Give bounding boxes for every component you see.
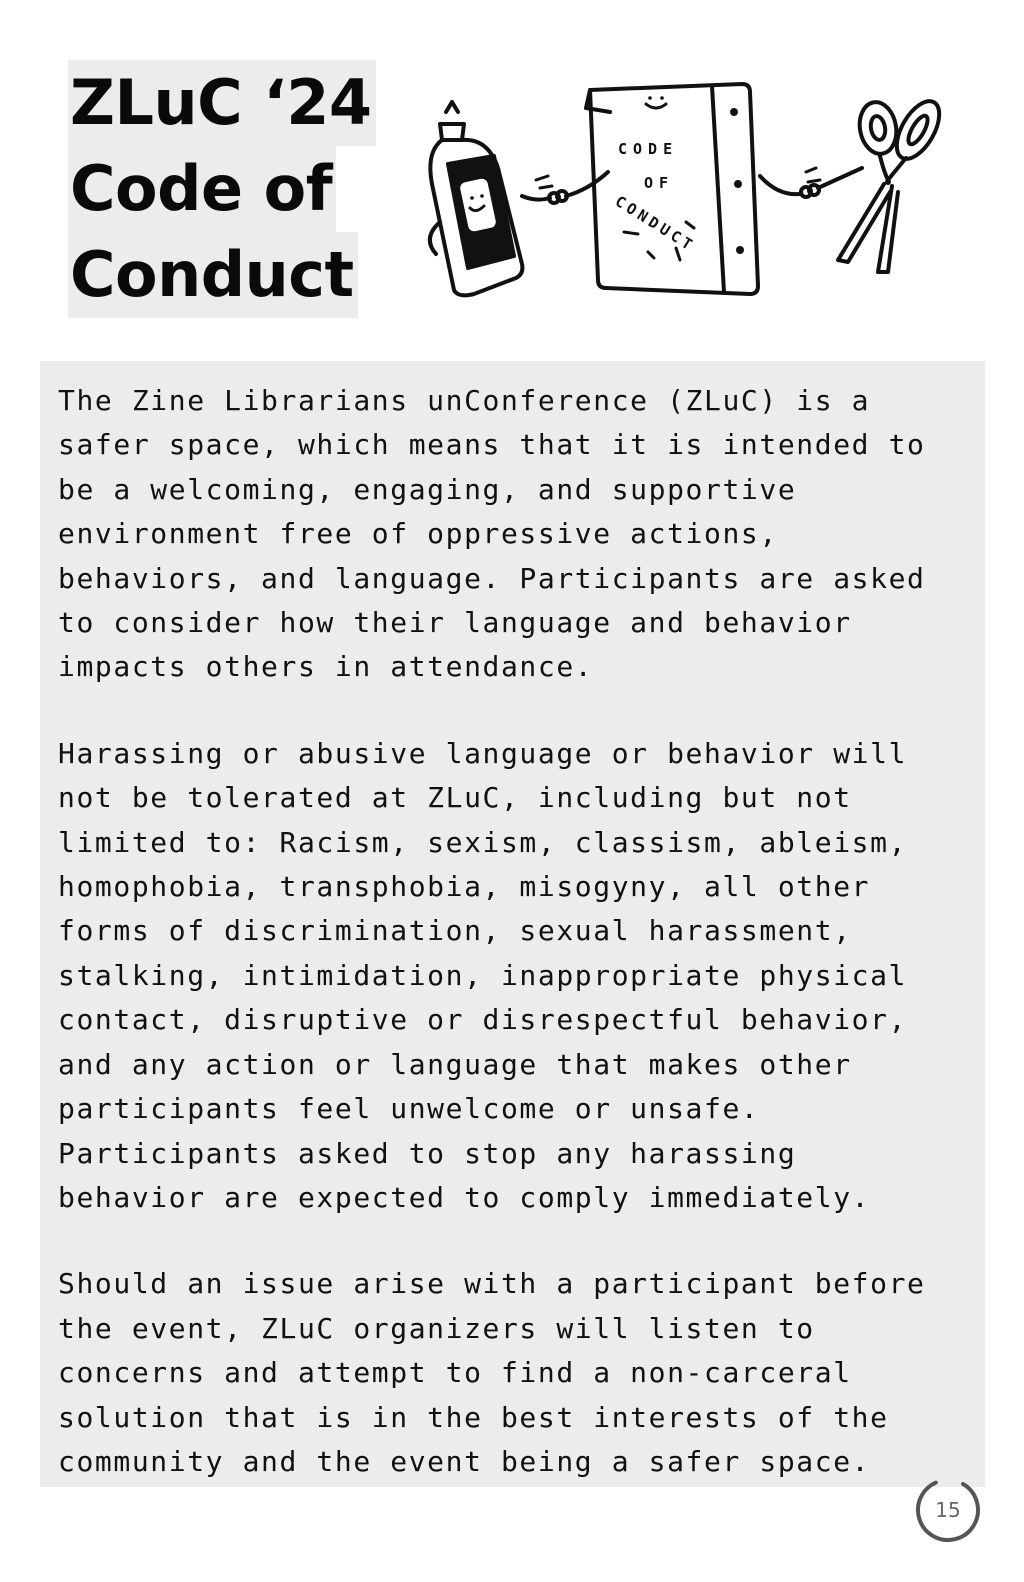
page-number-text: 15 [935, 1498, 961, 1522]
code-of-conduct-text [40, 361, 985, 1487]
book-text-line-2: OF [644, 174, 675, 192]
title-line-1: ZLuC ‘24 [68, 60, 376, 146]
paragraph-issue-resolution: Should an issue arise with a participant before the event, ZLuC organizers will listen to concerns and attempt to find a non-carceral solution that is in the best interests of the community and the event being a safer space. [58, 1267, 926, 1478]
glue-bottle-icon [430, 102, 523, 295]
title-line-2: Code of [68, 146, 336, 232]
page-title [68, 60, 376, 318]
title-line-3: Conduct [68, 232, 358, 318]
paragraph-safer-space: The Zine Librarians unConference (ZLuC) is a safer space, which means that it is intended to be a welcoming, engaging, and supportive environment free of oppressive actions, behaviors, and language. Participants are asked to consider how their language and behavior impacts others in attendance. [58, 384, 926, 684]
paragraph-harassment: Harassing or abusive language or behavior will not be tolerated at ZLuC, including but not limited to: Racism, sexism, classism, ableism, homophobia, transphobia, misogyny, all other forms of discrimination, sexual harassment, stalking, intimidation, inappropriate physical contact, disruptive or disrespectful behavior, and any action or language that makes other participants feel unwelcome or unsafe. Participants asked to stop any harassing behavior are expected to comply immediately. [58, 736, 908, 1214]
page-number [913, 1475, 983, 1545]
code-of-conduct-illustration [418, 72, 948, 308]
book-text-line-1: CODE [618, 140, 679, 158]
scissors-icon [838, 94, 948, 272]
book-text-line-3: CONDUCT [611, 192, 699, 256]
